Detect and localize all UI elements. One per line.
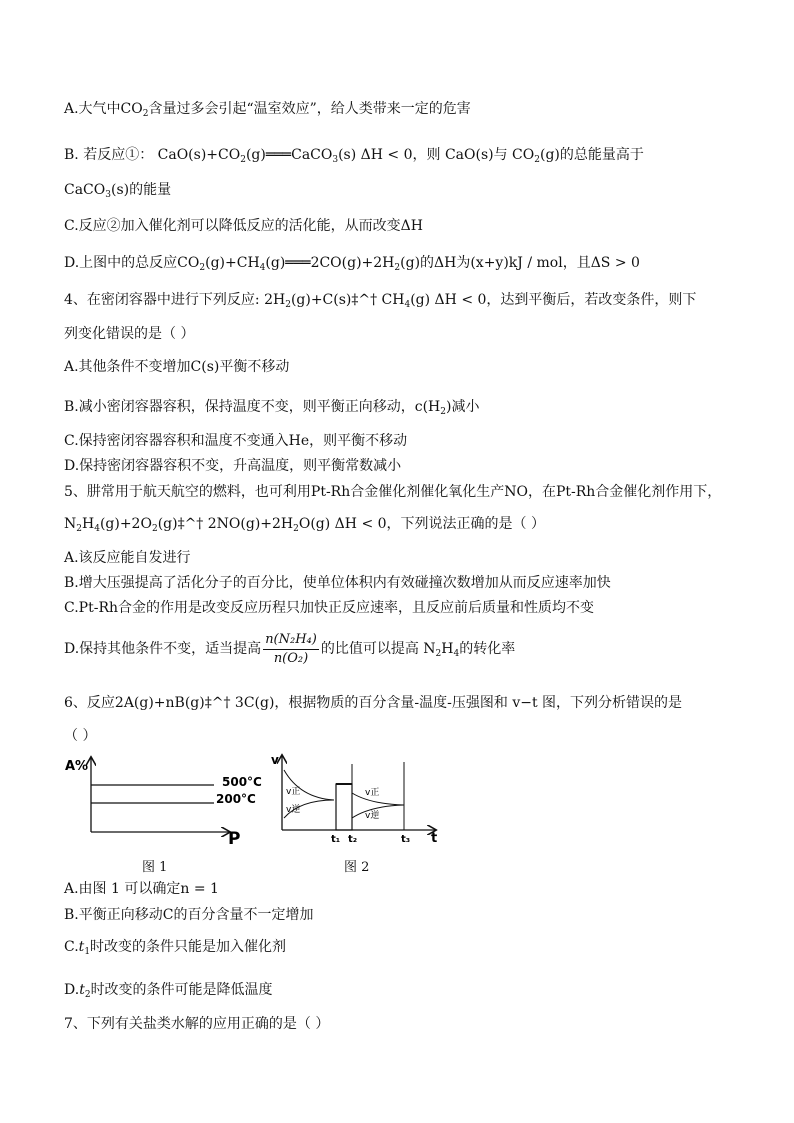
ratio-fraction: $\frac{\text{n(N₂H₄)}}{\text{n(O₂)}}$	[265, 631, 317, 666]
question-7-stem: 7、下列有关盐类水解的应用正确的是（ ）	[64, 1016, 330, 1032]
fig2-t1-label: t₁	[331, 834, 341, 845]
option-D-total-reaction: D.上图中的总反应$CO_2(g)+CH_4(g)═══2CO(g)+2H_2(g)$的ΔH为(x+y)kJ / mol，且ΔS > 0	[64, 255, 640, 273]
question-4-option-A: A.其他条件不变增加C(s)平衡不移动	[64, 359, 290, 375]
question-6-option-C: $C.t_1$时改变的条件只能是加入催化剂	[64, 939, 287, 957]
fig1-x-label: P	[228, 829, 241, 849]
option-B-reaction: B. 若反应①： $CaO(s)+CO_2(g)═══CaCO_3(s) \Delta H < 0$，则 CaO(s)与 $CO_2(g)$的总能量高于	[64, 147, 644, 165]
fig2-t3-label: t₃	[401, 834, 411, 845]
fig2-v-reverse-label-2: v逆	[365, 811, 380, 821]
fig1-label-500: 500°C	[222, 775, 262, 789]
question-5-option-D: D.保持其他条件不变，适当提高 $\frac{\text{n(N₂H₄)}}{\text{n(O₂)}}$ 的比值可以提高 $N_2H_4$的转化率	[64, 631, 516, 666]
fig2-catalyst-box	[336, 784, 352, 830]
option-C-catalyst: C.反应②加入催化剂可以降低反应的活化能，从而改变ΔH	[64, 218, 423, 234]
question-6-stem: 6、反应2A(g)+nB(g)‡^† 3C(g)，根据物质的百分含量-温度-压强图和 v−t 图，下列分析错误的是	[64, 695, 683, 711]
question-4-option-C: C.保持密闭容器容积和温度不变通入He，则平衡不移动	[64, 433, 408, 449]
figure-2-caption: 图 2	[344, 860, 370, 875]
question-5-option-C: C.Pt-Rh合金的作用是改变反应历程只加快正反应速率，且反应前后质量和性质均不变	[64, 600, 594, 616]
question-5-equation: $N_2H_4(g)+2O_2(g)\ddagger\^{}\dagger$ $2NO(g)+2H_2O(g) \Delta H < 0$，下列说法正确的是（ ）	[64, 516, 545, 534]
question-5-option-A: A.该反应能自发进行	[64, 550, 191, 566]
question-4-option-B: B.减小密闭容器容积，保持温度不变，则平衡正向移动，$c(H_2)$减小	[64, 399, 480, 417]
question-5-option-B: B.增大压强提高了活化分子的百分比，使单位体积内有效碰撞次数增加从而反应速率加快	[64, 575, 611, 591]
question-5-stem: 5、肼常用于航天航空的燃料，也可利用Pt-Rh合金催化剂催化氧化生产NO，在Pt-Rh合金催化剂作用下，	[64, 484, 722, 500]
question-6-option-B: B.平衡正向移动C的百分含量不一定增加	[64, 907, 314, 923]
fig2-v-reverse-label-1: v逆	[286, 805, 301, 815]
figure-1-chart	[64, 754, 262, 849]
fig2-v-forward-label-1: v正	[286, 787, 301, 797]
fig2-y-label: v	[271, 753, 279, 767]
option-B-continued: CaCO$_3$(s)的能量	[64, 182, 172, 200]
question-6-option-A: A.由图 1 可以确定n = 1	[64, 881, 219, 897]
question-6-option-D: $D.t_2$时改变的条件可能是降低温度	[64, 982, 273, 1000]
question-6-stem-continued: （ ）	[64, 728, 97, 744]
fig1-label-200: 200°C	[216, 792, 256, 806]
question-4-stem: 4、在密闭容器中进行下列反应: $2H_2(g)+C(s)\ddagger\^{}\dagger$ $CH_4(g) \Delta H < 0$，达到平衡后，若改变条件，则下	[64, 292, 697, 310]
figure-2-chart	[270, 754, 445, 849]
question-4-option-D: D.保持密闭容器容积不变，升高温度，则平衡常数减小	[64, 458, 402, 474]
fig1-y-label: A%	[65, 759, 89, 774]
option-A-co2: A.大气中$CO_2$含量过多会引起“温室效应”，给人类带来一定的危害	[64, 101, 471, 119]
figure-1-caption: 图 1	[142, 860, 168, 875]
fig2-x-label: t	[431, 831, 438, 846]
question-4-stem-continued: 列变化错误的是（ ）	[64, 326, 195, 342]
fig2-t2-label: t₂	[348, 834, 358, 845]
fig2-v-forward-label-2: v正	[365, 788, 380, 798]
